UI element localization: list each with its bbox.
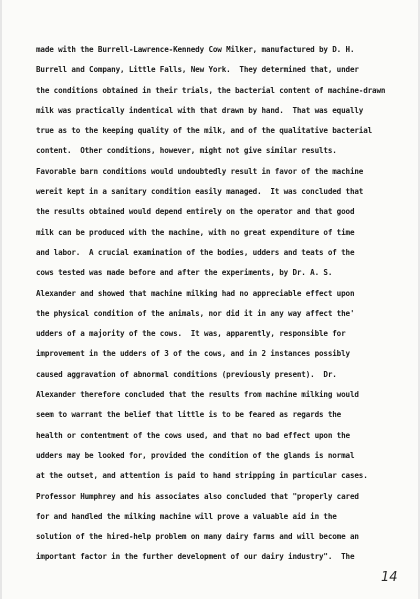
body-text bbox=[36, 40, 400, 568]
text-line: udders of a majority of the cows. It was, apparently, responsible for bbox=[36, 329, 346, 339]
text-line: udders may be looked for, provided the condition of the glands is normal bbox=[36, 450, 355, 460]
text-line: the physical condition of the animals, nor did it in any way affect the' bbox=[36, 308, 355, 318]
text-line: Alexander therefore concluded that the results from machine milking would bbox=[36, 390, 359, 400]
text-line: milk can be produced with the machine, with no great expenditure of time bbox=[36, 227, 355, 237]
text-line: and labor. A crucial examination of the bodies, udders and teats of the bbox=[36, 247, 355, 257]
text-line: health or contentment of the cows used, and that no bad effect upon the bbox=[36, 430, 350, 440]
text-line: the conditions obtained in their trials, the bacterial content of machine-drawn bbox=[36, 85, 386, 95]
text-line: solution of the hired-help problem on many dairy farms and will become an bbox=[36, 532, 359, 542]
text-line: cows tested was made before and after the experiments, by Dr. A. S. bbox=[36, 268, 333, 278]
text-line: Favorable barn conditions would undoubtedly result in favor of the machine bbox=[36, 166, 364, 176]
text-line: made with the Burrell-Lawrence-Kennedy Cow Milker, manufactured by D. H. bbox=[36, 45, 355, 54]
text-line: wereit kept in a sanitary condition easily managed. It was concluded that bbox=[36, 187, 364, 197]
text-line: important factor in the further development of our dairy industry". The bbox=[36, 552, 355, 562]
text-line: Alexander and showed that machine milking had no appreciable effect upon bbox=[36, 288, 355, 298]
text-line: true as to the keeping quality of the milk, and of the qualitative bacterial bbox=[36, 126, 373, 136]
text-line: milk was practically indentical with that drawn by hand. That was equally bbox=[36, 105, 364, 115]
page-number: 14 bbox=[381, 570, 398, 585]
text-line: at the outset, and attention is paid to hand stripping in particular cases. bbox=[36, 471, 368, 481]
text-line: content. Other conditions, however, might not give similar results. bbox=[36, 146, 337, 156]
text-line: for and handled the milking machine will prove a valuable aid in the bbox=[36, 511, 337, 521]
text-line: Burrell and Company, Little Falls, New York. They determined that, under bbox=[36, 65, 359, 75]
text-line: Professor Humphrey and his associates also concluded that "properly cared bbox=[36, 491, 359, 501]
text-line: the results obtained would depend entirely on the operator and that good bbox=[36, 207, 355, 217]
text-line: seem to warrant the belief that little is to be feared as regards the bbox=[36, 410, 342, 420]
text-line: improvement in the udders of 3 of the cows, and in 2 instances possibly bbox=[36, 349, 350, 359]
text-line: caused aggravation of abnormal conditions (previously present). Dr. bbox=[36, 369, 337, 379]
